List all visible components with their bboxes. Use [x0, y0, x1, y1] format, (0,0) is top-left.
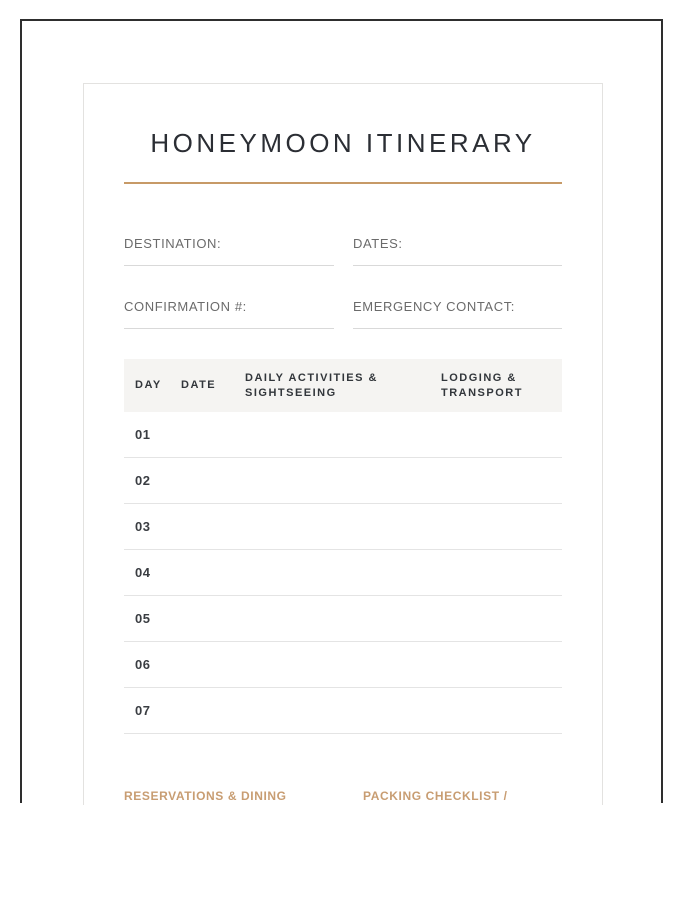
dates-blank-line	[353, 265, 562, 266]
table-header-row	[124, 359, 562, 412]
day-number: 02	[135, 473, 151, 488]
column-header-activities: DAILY ACTIVITIES & SIGHTSEEING	[245, 371, 378, 399]
day-number: 01	[135, 427, 151, 442]
title-divider	[124, 182, 562, 184]
dates-label: DATES:	[353, 236, 403, 251]
day-number: 03	[135, 519, 151, 534]
emergency-contact-blank-line	[353, 328, 562, 329]
footer-sections	[124, 790, 562, 803]
itinerary-table	[124, 359, 562, 734]
column-header-date: DATE	[181, 379, 217, 391]
confirmation-label: CONFIRMATION #:	[124, 299, 247, 314]
page-title: HONEYMOON ITINERARY	[150, 128, 536, 158]
reservations-heading: RESERVATIONS & DINING	[124, 789, 287, 803]
destination-field	[124, 236, 334, 266]
day-number: 06	[135, 657, 151, 672]
table-row	[124, 504, 562, 550]
packing-heading: PACKING CHECKLIST /	[363, 789, 508, 803]
day-number: 07	[135, 703, 151, 718]
table-row	[124, 412, 562, 458]
table-row	[124, 458, 562, 504]
column-header-lodging: LODGING & TRANSPORT	[441, 371, 523, 399]
itinerary-document	[83, 83, 603, 805]
table-row	[124, 642, 562, 688]
confirmation-field	[124, 299, 334, 329]
table-row	[124, 550, 562, 596]
table-row	[124, 596, 562, 642]
day-number: 05	[135, 611, 151, 626]
destination-label: DESTINATION:	[124, 236, 222, 251]
column-header-day: DAY	[135, 379, 162, 391]
emergency-contact-field	[353, 299, 562, 329]
table-row	[124, 688, 562, 734]
dates-field	[353, 236, 562, 266]
packing-section	[363, 790, 508, 803]
emergency-contact-label: EMERGENCY CONTACT:	[353, 299, 516, 314]
day-number: 04	[135, 565, 151, 580]
reservations-section	[124, 790, 363, 803]
destination-blank-line	[124, 265, 334, 266]
page-border	[20, 19, 663, 803]
trip-info-fields	[124, 236, 562, 329]
confirmation-blank-line	[124, 328, 334, 329]
